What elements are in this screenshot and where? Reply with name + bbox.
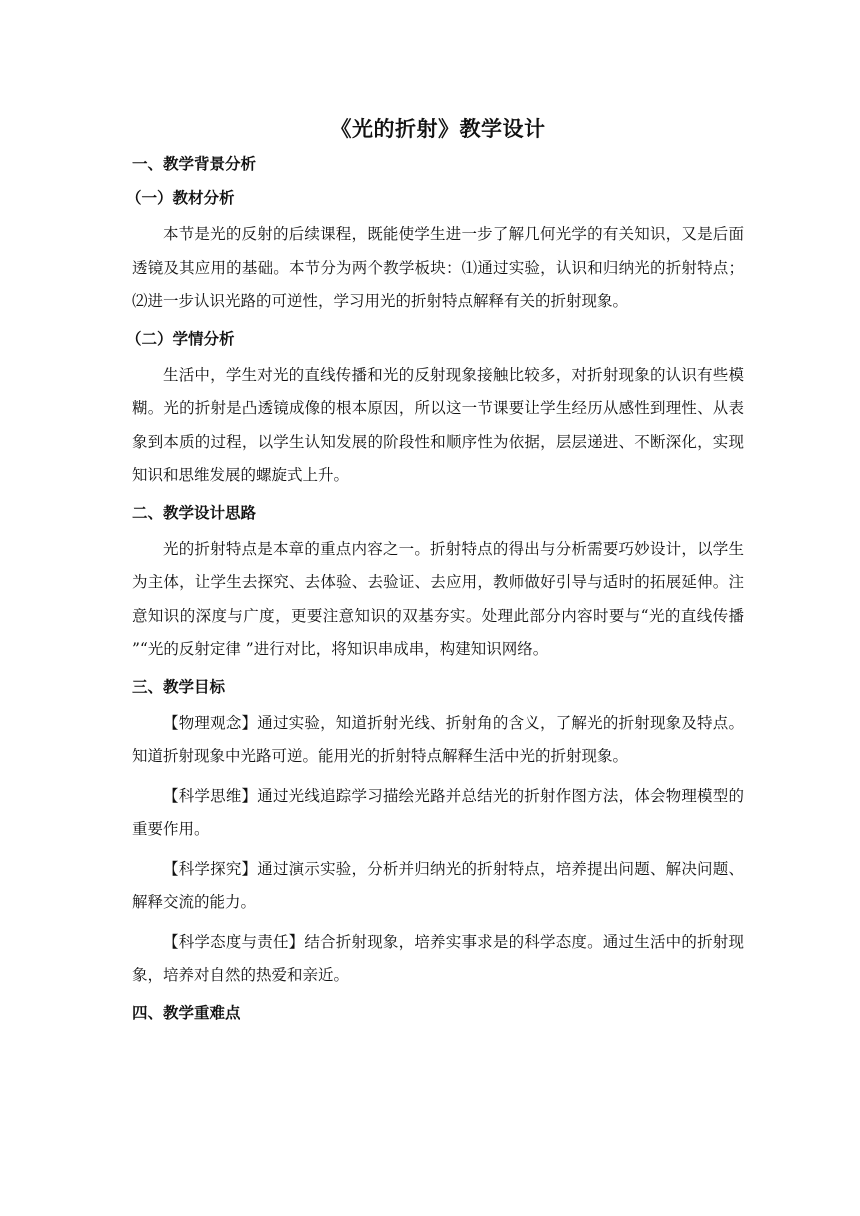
subsection-heading-textbook: （一）教材分析 <box>126 188 235 207</box>
document-page <box>126 112 744 1033</box>
objective-scientific-inquiry <box>132 853 744 920</box>
objective-label: 【科学探究】 <box>163 859 258 878</box>
objective-label: 【物理观念】 <box>163 713 258 732</box>
paragraph-student-analysis: 生活中，学生对光的直线传播和光的反射现象接触比较多，对折射现象的认识有些模糊。光的折射是凸透镜成像的根本原因，所以这一节课要让学生经历从感性到理性、从表象到本质的过程，以学生认知发展的阶段性和顺序性为依据，层层递进、不断深化，实现知识和思维发展的螺旋式上升。 <box>132 365 744 484</box>
objective-label: 【科学思维】 <box>163 786 258 805</box>
objective-attitude-responsibility <box>132 926 744 993</box>
objective-label: 【科学态度与责任】 <box>163 932 305 951</box>
objective-text: 结合折射现象，培养实事求是的科学态度。通过生活中的折射现象，培养对自然的热爱和亲近。 <box>132 932 744 984</box>
document-title: 《光的折射》教学设计 <box>330 116 546 141</box>
objective-text: 通过光线追踪学习描绘光路并总结光的折射作图方法，体会物理模型的重要作用。 <box>132 786 744 838</box>
objective-physics-concept <box>132 707 744 774</box>
section-heading-background: 一、教学背景分析 <box>132 154 257 173</box>
section-heading-objectives: 三、教学目标 <box>132 676 226 696</box>
paragraph-textbook-analysis: 本节是光的反射的后续课程，既能使学生进一步了解几何光学的有关知识，又是后面透镜及其应用的基础。本节分为两个教学板块：⑴通过实验，认识和归纳光的折射特点；⑵进一步认识光路的可逆性，学习用光的折射特点解释有关的折射现象。 <box>132 225 744 310</box>
objective-text: 通过实验，知道折射光线、折射角的含义，了解光的折射现象及特点。知道折射现象中光路可逆。能用光的折射特点解释生活中光的折射现象。 <box>132 713 744 765</box>
objective-text: 通过演示实验，分析并归纳光的折射特点，培养提出问题、解决问题、解释交流的能力。 <box>132 859 744 911</box>
section-heading-key-points: 四、教学重难点 <box>132 1002 241 1022</box>
subsection-heading-students: （二）学情分析 <box>126 328 235 348</box>
objective-scientific-thinking <box>132 780 744 847</box>
paragraph-design-approach: 光的折射特点是本章的重点内容之一。折射特点的得出与分析需要巧妙设计，以学生为主体，让学生去探究、去体验、去验证、去应用，教师做好引导与适时的拓展延伸。注意知识的深度与广度，更要注意知识的双基夯实。处理此部分内容时要与“光的直线传播 ”“光的反射定律 ”进行对比，将知识串成串，构建知识网络。 <box>132 539 744 658</box>
section-heading-design: 二、教学设计思路 <box>132 502 257 522</box>
